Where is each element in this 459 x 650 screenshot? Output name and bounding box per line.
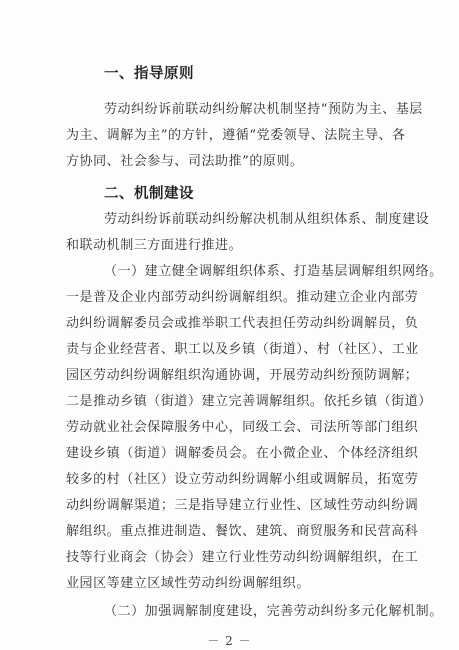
paragraph-line: 方协同、社会参与、司法助推”的原则。	[66, 154, 304, 169]
page-number: － 2 －	[207, 634, 252, 648]
paragraph-line: 一是普及企业内部劳动纠纷调解组织。推动建立企业内部劳	[66, 290, 419, 305]
paragraph-line: 园区劳动纠纷调解组织沟通协调，开展劳动纠纷预防调解；	[66, 368, 419, 383]
paragraph-line: 二是推动乡镇（街道）建立完善调解组织。依托乡镇（街道）	[66, 394, 432, 409]
paragraph-line: 技等行业商会（协会）建立行业性劳动纠纷调解组织，在工	[66, 550, 419, 565]
paragraph-line: 为主、调解为主”的方针，遵循“党委领导、法院主导、各	[66, 128, 406, 143]
paragraph-line: 动纠纷调解委员会或推举职工代表担任劳动纠纷调解员，负	[66, 316, 419, 331]
section-heading-guiding-principles: 一、指导原则	[104, 66, 194, 82]
paragraph-line: 建设乡镇（街道）调解委员会。在小微企业、个体经济组织	[66, 446, 419, 461]
paragraph-line: 劳动就业社会保障服务中心，同级工会、司法所等部门组织	[66, 420, 419, 435]
paragraph-line: 较多的村（社区）设立劳动纠纷调解小组或调解员，拓宽劳	[66, 472, 419, 487]
paragraph-line: 和联动机制三方面进行推进。	[66, 238, 243, 253]
paragraph-line: （二）加强调解制度建设，完善劳动纠纷多元化解机制。	[104, 604, 443, 619]
paragraph-line: 业园区等建立区域性劳动纠纷调解组织。	[66, 576, 310, 591]
paragraph-line: 劳动纠纷诉前联动纠纷解决机制坚持“预防为主、基层	[104, 102, 423, 117]
paragraph-line: （一）建立健全调解组织体系、打造基层调解组织网络。	[104, 264, 443, 279]
paragraph-line: 劳动纠纷诉前联动纠纷解决机制从组织体系、制度建设	[104, 212, 430, 227]
paragraph-line: 解组织。重点推进制造、餐饮、建筑、商贸服务和民营高科	[66, 524, 419, 539]
section-heading-mechanism-construction: 二、机制建设	[104, 186, 194, 202]
paragraph-line: 动纠纷调解渠道；三是指导建立行业性、区域性劳动纠纷调	[66, 498, 419, 513]
paragraph-line: 责与企业经营者、职工以及乡镇（街道）、村（社区）、工业	[66, 342, 419, 357]
